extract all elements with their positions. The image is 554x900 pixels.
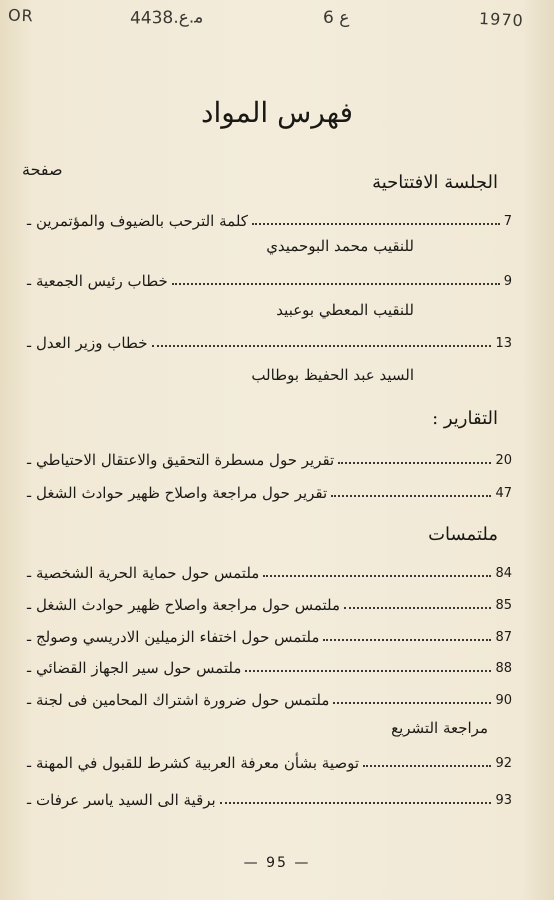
section-heading-opening-session: الجلسة الافتتاحية xyxy=(372,172,498,193)
handwritten-mark: OR xyxy=(7,5,35,26)
entry-page-number: 20 xyxy=(495,452,512,468)
dot-leader xyxy=(363,765,491,767)
entry-title: توصية بشأن معرفة العربية كشرط للقبول في المهنة xyxy=(36,754,360,772)
entry-dash: ـ xyxy=(26,660,32,676)
toc-entry[interactable] xyxy=(18,689,512,711)
toc-entry[interactable] xyxy=(18,752,512,774)
toc-entry[interactable] xyxy=(18,626,512,648)
dot-leader xyxy=(220,802,492,804)
entry-page-number: 92 xyxy=(495,755,512,771)
dot-leader xyxy=(344,607,491,609)
entry-page-number: 88 xyxy=(495,660,512,676)
entry-title: ملتمس حول سير الجهاز القضائي xyxy=(36,659,242,677)
dot-leader xyxy=(338,462,491,464)
dot-leader xyxy=(333,702,491,704)
entry-title: كلمة الترحب بالضيوف والمؤتمرين xyxy=(36,212,248,230)
toc-entry[interactable] xyxy=(18,332,512,354)
handwritten-accession-number: ﻣ.ع.4438 xyxy=(129,7,204,29)
page-number-footer: — 95 — xyxy=(243,855,311,871)
toc-entry[interactable] xyxy=(18,482,512,504)
toc-entry[interactable] xyxy=(18,789,512,811)
entry-page-number: 87 xyxy=(495,629,512,645)
section-heading-petitions: ملتمسات xyxy=(428,524,498,545)
entry-title: ملتمس حول اختفاء الزميلين الادريسي وصولج xyxy=(36,628,320,646)
entry-title: ملتمس حول ضرورة اشتراك المحامين فى لجنة xyxy=(36,691,330,709)
dot-leader xyxy=(172,283,500,285)
dot-leader xyxy=(331,495,491,497)
dot-leader xyxy=(245,670,491,672)
entry-continuation: مراجعة التشريع xyxy=(391,719,488,737)
entry-title: ملتمس حول مراجعة واصلاح ظهير حوادث الشغل xyxy=(36,596,341,614)
entry-dash: ـ xyxy=(26,792,32,808)
entry-dash: ـ xyxy=(26,597,32,613)
entry-dash: ـ xyxy=(26,213,32,229)
entry-title: خطاب وزير العدل xyxy=(36,334,148,352)
entry-dash: ـ xyxy=(26,452,32,468)
entry-dash: ـ xyxy=(26,629,32,645)
entry-dash: ـ xyxy=(26,335,32,351)
entry-page-number: 13 xyxy=(495,335,512,351)
entry-title: تقرير حول مراجعة واصلاح ظهير حوادث الشغل xyxy=(36,484,328,502)
entry-title: خطاب رئيس الجمعية xyxy=(36,272,168,290)
entry-title: برقية الى السيد ياسر عرفات xyxy=(36,791,216,809)
entry-title: ملتمس حول حماية الحرية الشخصية xyxy=(36,564,260,582)
entry-page-number: 84 xyxy=(495,565,512,581)
handwritten-year: 1970 xyxy=(478,8,525,31)
page-title: فهرس المواد xyxy=(200,96,354,129)
entry-dash: ـ xyxy=(26,755,32,771)
entry-dash: ـ xyxy=(26,692,32,708)
entry-dash: ـ xyxy=(26,273,32,289)
toc-entry[interactable] xyxy=(18,594,512,616)
dot-leader xyxy=(252,223,500,225)
toc-entry[interactable] xyxy=(18,270,512,292)
toc-entry[interactable] xyxy=(18,210,512,232)
entry-page-number: 85 xyxy=(495,597,512,613)
entry-page-number: 7 xyxy=(503,213,512,229)
entry-speaker: السيد عبد الحفيظ بوطالب xyxy=(251,366,414,384)
entry-title: تقرير حول مسطرة التحقيق والاعتقال الاحتياطي xyxy=(36,451,335,469)
entry-speaker: للنقيب محمد البوحميدي xyxy=(266,237,414,255)
entry-page-number: 9 xyxy=(503,273,512,289)
entry-dash: ـ xyxy=(26,485,32,501)
entry-dash: ـ xyxy=(26,565,32,581)
section-heading-reports: التقارير : xyxy=(432,408,498,429)
dot-leader xyxy=(323,639,491,641)
toc-entry[interactable] xyxy=(18,562,512,584)
entry-page-number: 93 xyxy=(495,792,512,808)
toc-entry[interactable] xyxy=(18,657,512,679)
entry-speaker: للنقيب المعطي بوعبيد xyxy=(276,301,414,319)
toc-entry[interactable] xyxy=(18,449,512,471)
handwritten-shelf-mark: 6 ع xyxy=(323,8,350,28)
page-column-label: صفحة xyxy=(22,160,63,179)
entry-page-number: 90 xyxy=(495,692,512,708)
entry-page-number: 47 xyxy=(495,485,512,501)
dot-leader xyxy=(263,575,491,577)
dot-leader xyxy=(152,345,492,347)
